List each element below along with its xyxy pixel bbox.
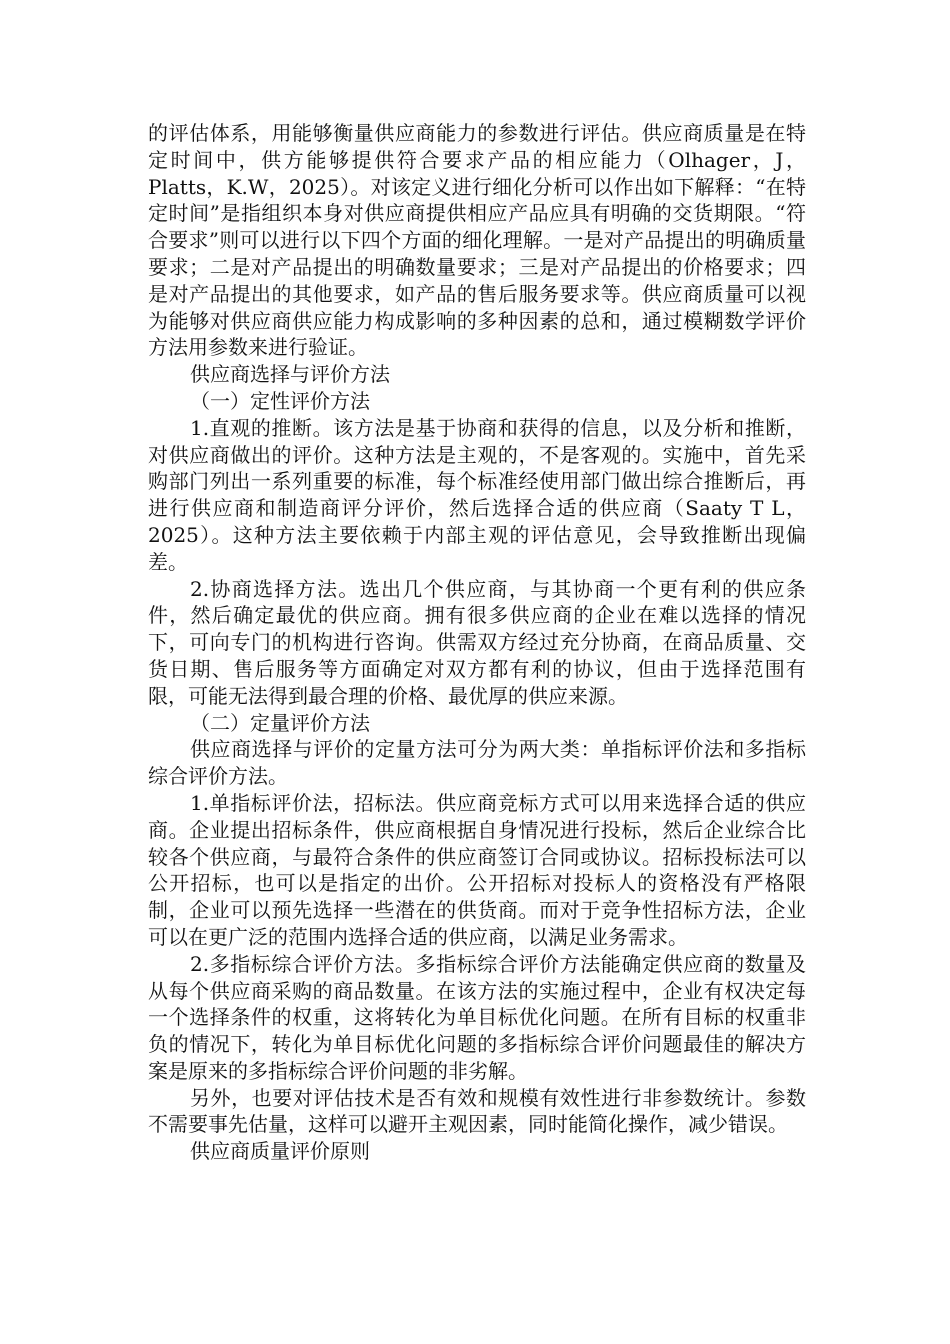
paragraph-quantitative-overview: 供应商选择与评价的定量方法可分为两大类：单指标评价法和多指标综合评价方法。 <box>148 737 806 789</box>
paragraph-negotiation-method: 2.协商选择方法。选出几个供应商，与其协商一个更有利的供应条件，然后确定最优的供应商。拥有很多供应商的企业在难以选择的情况下，可向专门的机构进行咨询。供需双方经过充分协商，在商品质量、交货日期、售后服务等方面确定对双方都有利的协议，但由于选择范围有限，可能无法得到最合理的价格、最优厚的供应来源。 <box>148 576 806 708</box>
subheading-quantitative-methods: （二）定量评价方法 <box>190 710 370 735</box>
section-heading-evaluation-principles: 供应商质量评价原则 <box>190 1139 370 1164</box>
document-body <box>148 120 806 1165</box>
section-heading-selection-methods: 供应商选择与评价方法 <box>190 362 390 387</box>
paragraph-multi-indicator: 2.多指标综合评价方法。多指标综合评价方法能确定供应商的数量及从每个供应商采购的商品数量。在该方法的实施过程中，企业有权决定每一个选择条件的权重，这将转化为单目标优化问题。在所有目标的权重非负的情况下，转化为单目标优化问题的多指标综合评价问题最佳的解决方案是原来的多指标综合评价问题的非劣解。 <box>148 951 806 1083</box>
paragraph-intuitive-judgment: 1.直观的推断。该方法是基于协商和获得的信息，以及分析和推断，对供应商做出的评价。这种方法是主观的，不是客观的。实施中，首先采购部门列出一系列重要的标准，每个标准经使用部门做出综合推断后，再进行供应商和制造商评分评价，然后选择合适的供应商（Saaty T L，2025）。这种方法主要依赖于内部主观的评估意见，会导致推断出现偏差。 <box>148 415 806 574</box>
paragraph-nonparametric: 另外，也要对评估技术是否有效和规模有效性进行非参数统计。参数不需要事先估量，这样可以避开主观因素，同时能简化操作，减少错误。 <box>148 1085 806 1137</box>
paragraph-single-indicator: 1.单指标评价法，招标法。供应商竞标方式可以用来选择合适的供应商。企业提出招标条件，供应商根据自身情况进行投标，然后企业综合比较各个供应商，与最符合条件的供应商签订合同或协议。招标投标法可以公开招标，也可以是指定的出价。公开招标对投标人的资格没有严格限制，企业可以预先选择一些潜在的供货商。而对于竞争性招标方法，企业可以在更广泛的范围内选择合适的供应商，以满足业务需求。 <box>148 790 806 949</box>
subheading-qualitative-methods: （一）定性评价方法 <box>190 388 370 413</box>
paragraph-supplier-quality-definition: 的评估体系，用能够衡量供应商能力的参数进行评估。供应商质量是在特定时间中，供方能够提供符合要求产品的相应能力（Olhager，J，Platts，K.W，2025）。对该定义进行细化分析可以作出如下解释：“在特定时间”是指组织本身对供应商提供相应产品应具有明确的交货期限。“符合要求”则可以进行以下四个方面的细化理解。一是对产品提出的明确质量要求；二是对产品提出的明确数量要求；三是对产品提出的价格要求；四是对产品提出的其他要求，如产品的售后服务要求等。供应商质量可以视为能够对供应商供应能力构成影响的多种因素的总和，通过模糊数学评价方法用参数来进行验证。 <box>148 121 806 360</box>
